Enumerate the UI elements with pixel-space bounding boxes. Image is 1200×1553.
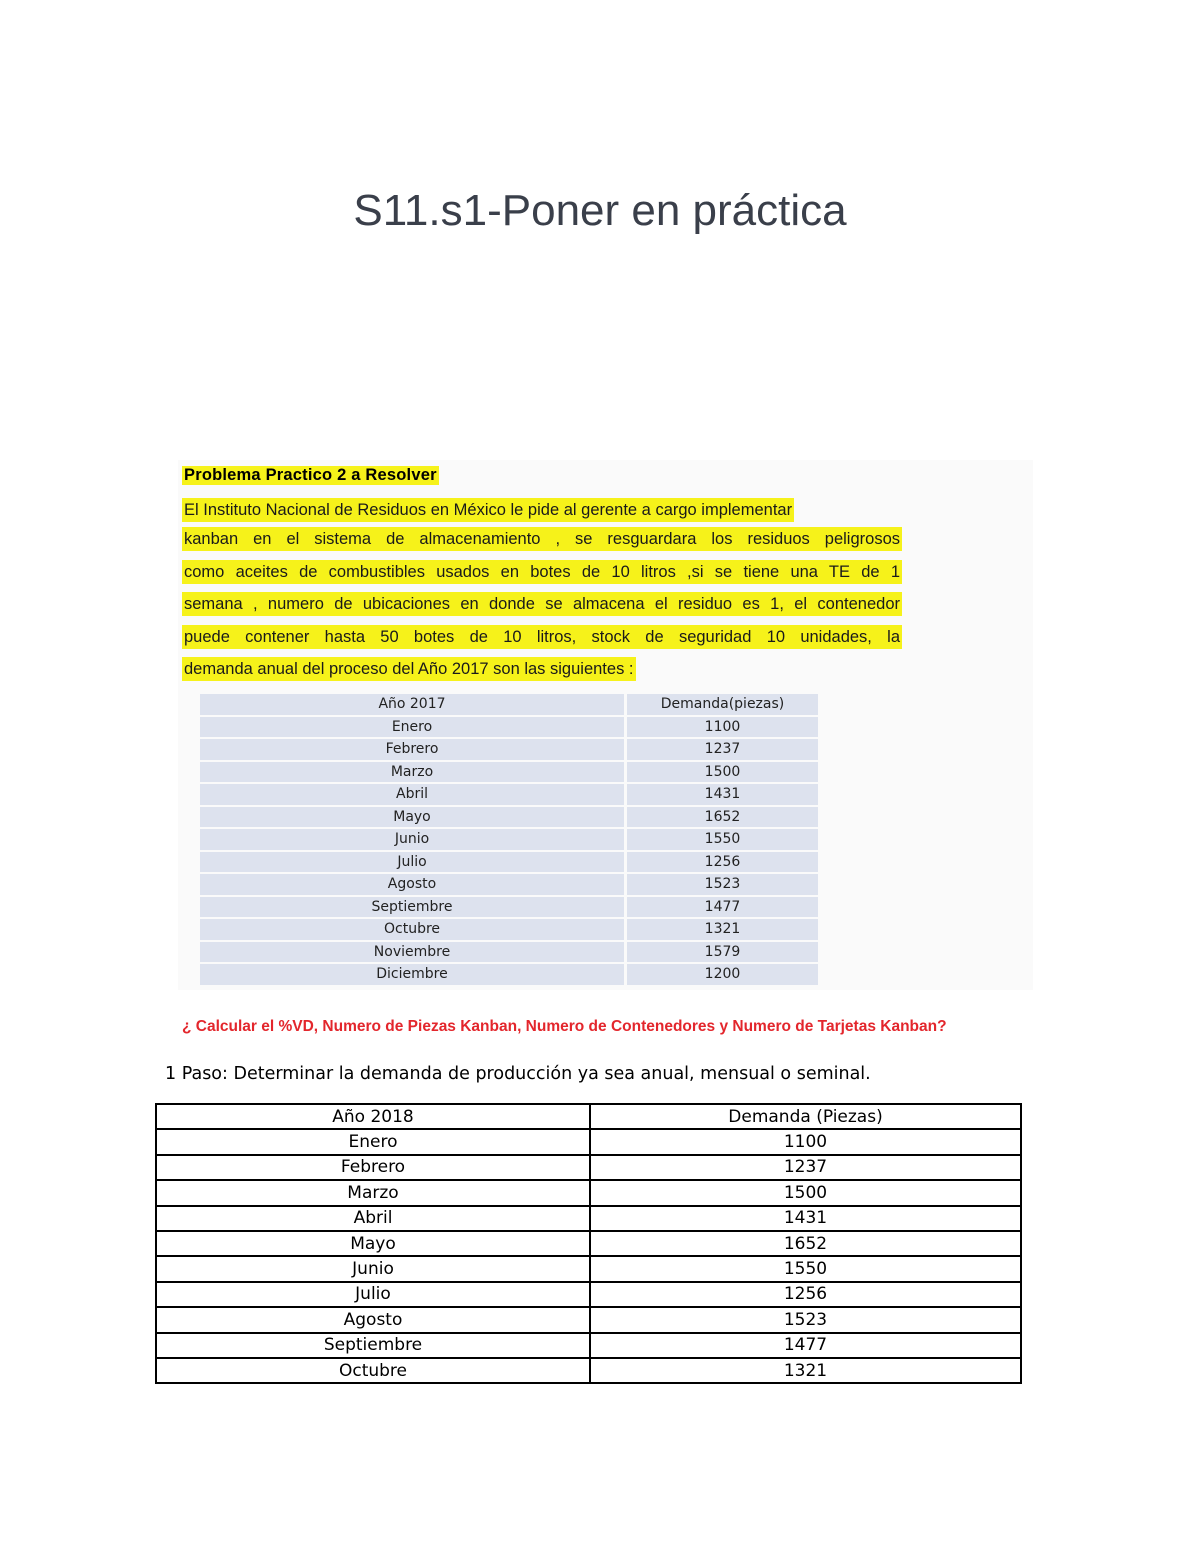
month-cell: Octubre — [156, 1358, 590, 1383]
problem-image — [178, 460, 1033, 990]
month-cell: Marzo — [200, 762, 627, 783]
demand-cell: 1237 — [627, 739, 818, 760]
demand-cell: 1200 — [627, 964, 818, 985]
month-cell: Septiembre — [156, 1333, 590, 1358]
month-cell: Febrero — [156, 1155, 590, 1180]
demand-cell: 1550 — [627, 829, 818, 850]
demand-cell: 1237 — [590, 1155, 1021, 1180]
demand-cell: 1256 — [627, 852, 818, 873]
problem-line: kanban en el sistema de almacenamiento , se resguardara los residuos peligrosos — [182, 527, 902, 551]
month-cell: Julio — [156, 1282, 590, 1307]
demand-cell: 1523 — [627, 874, 818, 895]
table-header-cell: Año 2018 — [156, 1104, 590, 1129]
month-cell: Enero — [200, 717, 627, 738]
demand-cell: 1652 — [627, 807, 818, 828]
table-row — [156, 1307, 1021, 1332]
table-row — [200, 829, 818, 850]
page-title: S11.s1-Poner en práctica — [353, 186, 847, 235]
table-row — [156, 1206, 1021, 1231]
table-row — [200, 784, 818, 805]
problem-line: como aceites de combustibles usados en botes de 10 litros ,si se tiene una TE de 1 — [182, 560, 902, 584]
table-row — [156, 1256, 1021, 1281]
table-header-row — [200, 694, 818, 715]
table-row — [200, 717, 818, 738]
problem-heading: Problema Practico 2 a Resolver — [184, 466, 437, 484]
demand-cell: 1321 — [627, 919, 818, 940]
table-header-cell: Demanda(piezas) — [627, 694, 818, 715]
problem-line: semana , numero de ubicaciones en donde se almacena el residuo es 1, el contenedor — [182, 592, 902, 616]
month-cell: Junio — [200, 829, 627, 850]
table-row — [200, 739, 818, 760]
month-cell: Mayo — [200, 807, 627, 828]
table-row — [200, 874, 818, 895]
month-cell: Septiembre — [200, 897, 627, 918]
month-cell: Enero — [156, 1129, 590, 1154]
month-cell: Marzo — [156, 1180, 590, 1205]
table-header-row — [156, 1104, 1021, 1129]
month-cell: Abril — [156, 1206, 590, 1231]
table-row — [156, 1231, 1021, 1256]
table-row — [200, 919, 818, 940]
table-row — [156, 1333, 1021, 1358]
demand-cell: 1100 — [627, 717, 818, 738]
demand-cell: 1477 — [627, 897, 818, 918]
table-row — [156, 1358, 1021, 1383]
table-row — [156, 1129, 1021, 1154]
demand-cell: 1321 — [590, 1358, 1021, 1383]
month-cell: Agosto — [200, 874, 627, 895]
month-cell: Febrero — [200, 739, 627, 760]
month-cell: Junio — [156, 1256, 590, 1281]
table-header-cell: Año 2017 — [200, 694, 627, 715]
month-cell: Noviembre — [200, 942, 627, 963]
demand-cell: 1256 — [590, 1282, 1021, 1307]
step-1-text: Determinar la demanda de producción ya sea anual, mensual o seminal. — [227, 1064, 871, 1084]
demand-table-2018 — [155, 1103, 1022, 1384]
table-row — [156, 1180, 1021, 1205]
demand-cell: 1500 — [627, 762, 818, 783]
table-row — [200, 807, 818, 828]
demand-cell: 1652 — [590, 1231, 1021, 1256]
month-cell: Julio — [200, 852, 627, 873]
demand-cell: 1431 — [590, 1206, 1021, 1231]
problem-line: demanda anual del proceso del Año 2017 son las siguientes : — [182, 657, 636, 681]
table-row — [200, 942, 818, 963]
demand-cell: 1500 — [590, 1180, 1021, 1205]
demand-cell: 1550 — [590, 1256, 1021, 1281]
demand-cell: 1477 — [590, 1333, 1021, 1358]
demand-cell: 1523 — [590, 1307, 1021, 1332]
month-cell: Abril — [200, 784, 627, 805]
table-header-cell: Demanda (Piezas) — [590, 1104, 1021, 1129]
table-row — [156, 1155, 1021, 1180]
demand-cell: 1100 — [590, 1129, 1021, 1154]
month-cell: Mayo — [156, 1231, 590, 1256]
demand-cell: 1431 — [627, 784, 818, 805]
problem-line: puede contener hasta 50 botes de 10 litros, stock de seguridad 10 unidades, la — [182, 625, 902, 649]
table-row — [156, 1282, 1021, 1307]
step-1-number: 1 Paso: — [165, 1064, 228, 1084]
month-cell: Diciembre — [200, 964, 627, 985]
demand-cell: 1579 — [627, 942, 818, 963]
step-1 — [165, 1064, 871, 1084]
month-cell: Agosto — [156, 1307, 590, 1332]
table-row — [200, 762, 818, 783]
problem-line: El Instituto Nacional de Residuos en México le pide al gerente a cargo implementar — [182, 498, 794, 522]
month-cell: Octubre — [200, 919, 627, 940]
table-row — [200, 852, 818, 873]
problem-question: ¿ Calcular el %VD, Numero de Piezas Kanban, Numero de Contenedores y Numero de Tarjetas Kanban? — [182, 1018, 947, 1035]
table-row — [200, 964, 818, 985]
demand-table-2017 — [200, 692, 818, 987]
table-row — [200, 897, 818, 918]
